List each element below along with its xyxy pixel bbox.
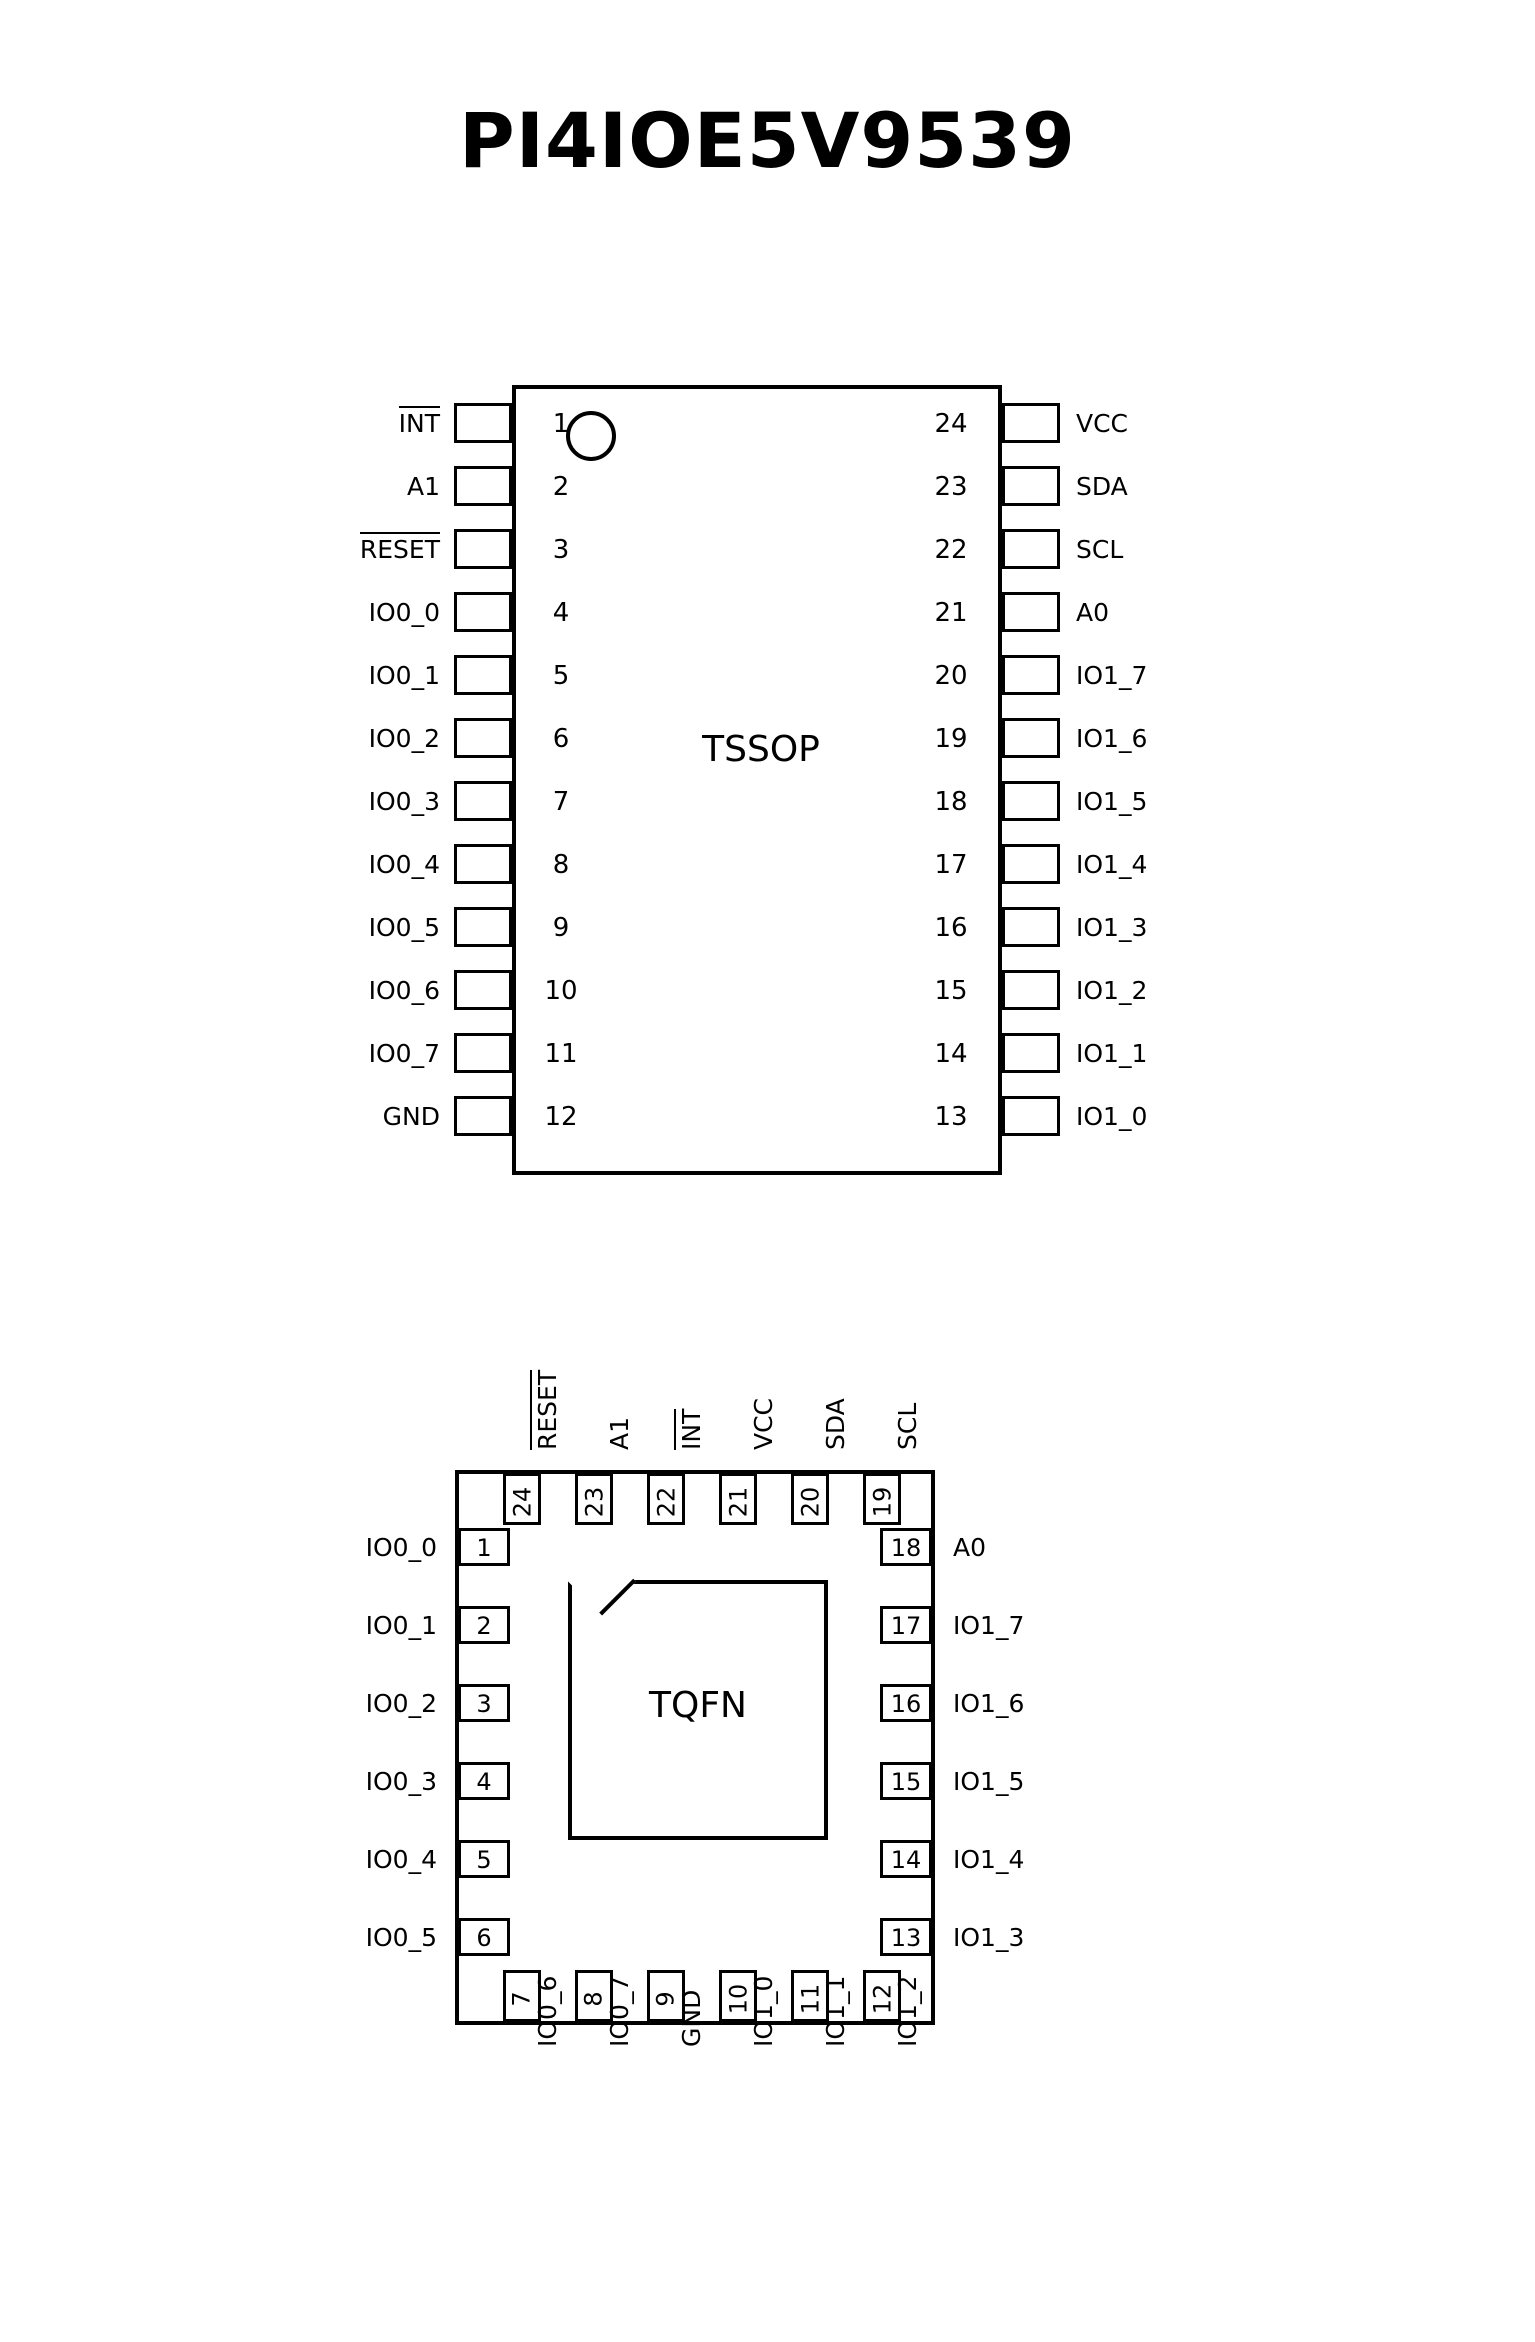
tqfn-pad-label: IO1_1	[821, 1975, 850, 2047]
tqfn-pad: 17	[880, 1606, 932, 1644]
tqfn-pad: 20	[791, 1473, 829, 1525]
tqfn-pad-label: RESET	[533, 1370, 562, 1450]
tssop-pin-number: 3	[552, 535, 570, 565]
tssop-pin-lead	[1002, 907, 1060, 947]
tssop-pin-lead	[1002, 970, 1060, 1010]
tssop-pin-label: IO1_2	[1076, 976, 1148, 1005]
tqfn-pad-label: IO1_2	[893, 1975, 922, 2047]
tssop-pin-number: 6	[552, 724, 570, 754]
tqfn-package-diagram	[300, 1320, 1235, 2310]
tssop-pin-number: 12	[544, 1102, 578, 1132]
tssop-pin-lead	[454, 781, 512, 821]
tssop-pin-number: 15	[934, 976, 968, 1006]
tssop-pin-lead	[1002, 403, 1060, 443]
tssop-pin-label: IO1_7	[1076, 661, 1148, 690]
tqfn-pad-label: A1	[605, 1416, 634, 1450]
tqfn-pad: 1	[458, 1528, 510, 1566]
tqfn-pad: 14	[880, 1840, 932, 1878]
tssop-pin-number: 19	[934, 724, 968, 754]
tssop-pin-number: 23	[934, 472, 968, 502]
tqfn-pad: 7	[503, 1970, 541, 2022]
tssop-pin-number: 13	[934, 1102, 968, 1132]
tssop-pin-label: IO0_7	[368, 1039, 440, 1068]
tssop-pin-label: GND	[382, 1102, 440, 1131]
tqfn-pad-label: SDA	[821, 1398, 850, 1450]
tqfn-pad-label: SCL	[893, 1402, 922, 1450]
tssop-pin-label: IO1_5	[1076, 787, 1148, 816]
tssop-pin-label: IO1_6	[1076, 724, 1148, 753]
tqfn-pad-label: IO0_7	[605, 1975, 634, 2047]
tssop-pin-lead	[1002, 718, 1060, 758]
tqfn-pad: 5	[458, 1840, 510, 1878]
tssop-pin-label: A1	[406, 472, 440, 501]
tssop-pin-lead	[1002, 529, 1060, 569]
tssop-pin-lead	[454, 970, 512, 1010]
tssop-pin-label: IO0_2	[368, 724, 440, 753]
tssop-pin-number: 5	[552, 661, 570, 691]
tqfn-pad-label: GND	[677, 1989, 706, 2047]
tssop-pin-label: IO1_1	[1076, 1039, 1148, 1068]
tqfn-pad-label: IO0_0	[365, 1533, 437, 1562]
tssop-pin-number: 16	[934, 913, 968, 943]
page-title: PI4IOE5V9539	[459, 96, 1076, 185]
tssop-pin-lead	[1002, 844, 1060, 884]
tqfn-pad: 16	[880, 1684, 932, 1722]
tssop-pin-lead	[454, 403, 512, 443]
tqfn-pad: 19	[863, 1473, 901, 1525]
tssop-pin-lead	[454, 466, 512, 506]
tssop-pin-lead	[1002, 1096, 1060, 1136]
tssop-pin-lead	[454, 529, 512, 569]
tssop-pin-label: RESET	[300, 535, 440, 564]
tssop-pin-label: IO0_4	[368, 850, 440, 879]
tqfn-pad-label: IO1_7	[953, 1611, 1025, 1640]
tqfn-pad-label: IO1_5	[953, 1767, 1025, 1796]
tqfn-pad: 11	[791, 1970, 829, 2022]
tqfn-pad: 15	[880, 1762, 932, 1800]
tqfn-pad: 8	[575, 1970, 613, 2022]
tssop-pin-label: IO1_4	[1076, 850, 1148, 879]
tssop-package-name: TSSOP	[702, 729, 820, 770]
tssop-pin-lead	[454, 655, 512, 695]
tssop-pin-lead	[1002, 1033, 1060, 1073]
tssop-pin-number: 1	[552, 409, 570, 439]
tssop-pin-number: 18	[934, 787, 968, 817]
tqfn-pad-label: IO1_6	[953, 1689, 1025, 1718]
tqfn-pad-label: IO0_5	[365, 1923, 437, 1952]
tssop-pin-label: VCC	[1076, 409, 1129, 438]
tssop-pin-lead	[454, 907, 512, 947]
tssop-pin-label: IO0_1	[368, 661, 440, 690]
tssop-pin-label: IO1_0	[1076, 1102, 1148, 1131]
tqfn-pad-label: IO1_4	[953, 1845, 1025, 1874]
tssop-pin-label: IO0_0	[368, 598, 440, 627]
tqfn-pad-label: IO0_2	[365, 1689, 437, 1718]
tssop-pin-number: 24	[934, 409, 968, 439]
tssop-pin-number: 9	[552, 913, 570, 943]
tssop-pin-lead	[1002, 466, 1060, 506]
tssop-pin-label: IO0_6	[368, 976, 440, 1005]
tqfn-pad: 3	[458, 1684, 510, 1722]
tssop-pin-lead	[454, 592, 512, 632]
tssop-pin-lead	[1002, 781, 1060, 821]
tssop-pin-number: 21	[934, 598, 968, 628]
tqfn-pad-label: IO1_0	[749, 1975, 778, 2047]
tssop-pin-label: INT	[300, 409, 440, 438]
tssop-pin-number: 17	[934, 850, 968, 880]
tssop-pin-lead	[454, 1033, 512, 1073]
tqfn-pad: 18	[880, 1528, 932, 1566]
tssop-pin-lead	[1002, 592, 1060, 632]
tqfn-pad: 12	[863, 1970, 901, 2022]
tqfn-pad-label: VCC	[749, 1397, 778, 1450]
tqfn-pad: 23	[575, 1473, 613, 1525]
tssop-pin-number: 7	[552, 787, 570, 817]
tqfn-pad: 6	[458, 1918, 510, 1956]
tssop-pin-number: 10	[544, 976, 578, 1006]
tssop-pin-label: SCL	[1076, 535, 1124, 564]
tssop-pin-number: 8	[552, 850, 570, 880]
tqfn-pad: 24	[503, 1473, 541, 1525]
tssop-pin-label: IO1_3	[1076, 913, 1148, 942]
tqfn-pad-label: IO0_3	[365, 1767, 437, 1796]
tssop-pin-lead	[454, 844, 512, 884]
tssop-pin-label: IO0_3	[368, 787, 440, 816]
tssop-pin-number: 4	[552, 598, 570, 628]
tqfn-pad-label: IO0_6	[533, 1975, 562, 2047]
tssop-pin-lead	[1002, 655, 1060, 695]
tssop-pin-number: 2	[552, 472, 570, 502]
tqfn-pad-label: INT	[677, 1409, 706, 1450]
tqfn-pad-label: IO0_1	[365, 1611, 437, 1640]
tqfn-pad: 2	[458, 1606, 510, 1644]
tssop-pin-lead	[454, 1096, 512, 1136]
tqfn-pad: 9	[647, 1970, 685, 2022]
tqfn-pad: 22	[647, 1473, 685, 1525]
tqfn-pad-label: IO0_4	[365, 1845, 437, 1874]
tqfn-pad: 13	[880, 1918, 932, 1956]
tssop-pin-label: A0	[1076, 598, 1110, 627]
tssop-pin-number: 22	[934, 535, 968, 565]
tssop-pin-label: SDA	[1076, 472, 1128, 501]
tssop-pin-number: 11	[544, 1039, 578, 1069]
tqfn-package-name: TQFN	[649, 1685, 747, 1726]
tssop-pin-lead	[454, 718, 512, 758]
tqfn-pad-label: IO1_3	[953, 1923, 1025, 1952]
tqfn-pad: 4	[458, 1762, 510, 1800]
tssop-pin-number: 14	[934, 1039, 968, 1069]
tqfn-pad: 10	[719, 1970, 757, 2022]
tqfn-pad: 21	[719, 1473, 757, 1525]
tssop-package-diagram	[300, 355, 1235, 1195]
tssop-pin-number: 20	[934, 661, 968, 691]
tssop-pin-label: IO0_5	[368, 913, 440, 942]
tqfn-pad-label: A0	[953, 1533, 987, 1562]
